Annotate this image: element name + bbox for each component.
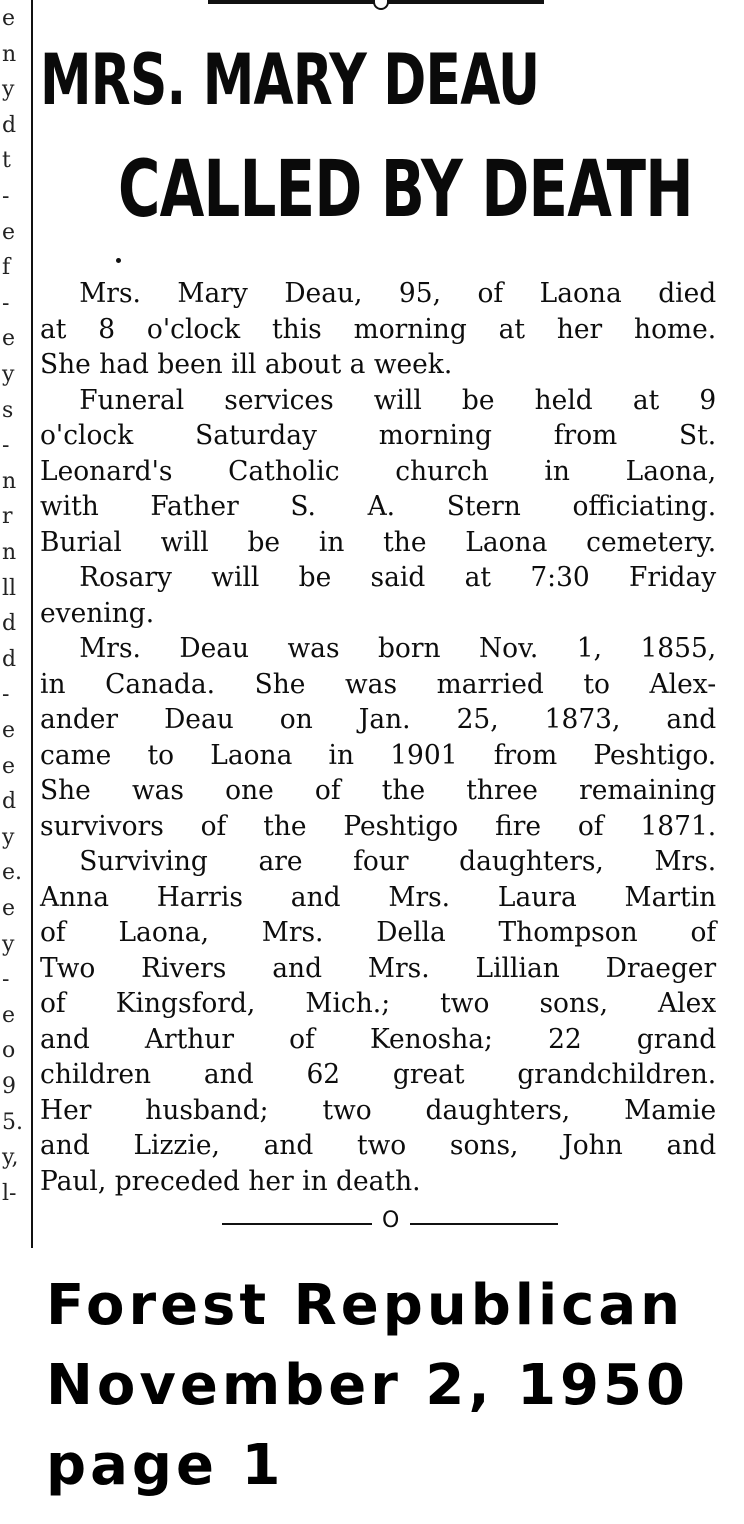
margin-fragment: e [2, 326, 16, 352]
article-line: survivors of the Peshtigo fire of 1871. [40, 810, 717, 842]
article-line: and Lizzie, and two sons, John and [40, 1130, 717, 1161]
article-line: ander Deau on Jan. 25, 1873, and [40, 704, 717, 735]
article-line: Paul, preceded her in death. [40, 1165, 421, 1197]
article-line: Mrs. Deau was born Nov. 1, 1855, [79, 633, 717, 664]
margin-fragment: r [2, 504, 13, 530]
end-rule-right [410, 1223, 558, 1225]
article-line: Leonard's Catholic church in Laona, [40, 455, 717, 487]
end-rule-left [222, 1223, 372, 1225]
margin-fragment: l- [2, 1180, 17, 1206]
article-line: Burial will be in the Laona cemetery. [40, 526, 717, 558]
margin-fragment: s [2, 397, 14, 423]
margin-fragment: e [2, 753, 16, 779]
article-line: Funeral services will be held at 9 [79, 384, 717, 416]
margin-fragment: - [2, 967, 10, 993]
article-line: of Kingsford, Mich.; two sons, Alex [40, 988, 717, 1019]
article-line: Surviving are four daughters, Mrs. [79, 846, 717, 877]
article-body [40, 276, 730, 1199]
margin-fragment: t [2, 148, 11, 174]
headline-dot [116, 258, 121, 263]
margin-fragment: d [2, 646, 17, 672]
margin-fragment: ll [2, 575, 17, 601]
margin-fragment: 9 [2, 1074, 16, 1099]
margin-fragment: y [2, 362, 15, 387]
margin-fragment: e [2, 1002, 16, 1028]
margin-fragment: y [2, 77, 15, 103]
article-line: and Arthur of Kenosha; 22 grand [40, 1023, 717, 1055]
margin-fragment: e [2, 896, 16, 921]
margin-fragment: d [2, 789, 17, 815]
margin-fragment: - [2, 290, 10, 316]
column-divider [31, 0, 33, 1248]
article-line: o'clock Saturday morning from St. [40, 420, 717, 451]
margin-fragment: d [2, 112, 17, 138]
margin-fragment: n [2, 468, 17, 494]
headline-line-2: CALLED BY DEATH [118, 145, 693, 235]
caption-date: November 2, 1950 [46, 1353, 689, 1418]
margin-fragment: f [2, 255, 11, 281]
margin-fragment: e [2, 6, 16, 31]
article-line: with Father S. A. Stern officiating. [40, 491, 717, 522]
margin-fragment: y, [2, 1145, 19, 1171]
top-rule-ornament [373, 0, 389, 10]
article-line: Her husband; two daughters, Mamie [40, 1094, 717, 1126]
margin-fragment: e [2, 219, 16, 245]
article-line: in Canada. She was married to Alex- [40, 668, 717, 700]
margin-fragment: y [2, 824, 15, 850]
margin-fragment: - [2, 433, 10, 459]
caption-page: page 1 [46, 1433, 285, 1498]
end-of-article-rule [222, 1208, 558, 1233]
margin-fragment: 5. [2, 1109, 23, 1135]
headline-line-1: MRS. MARY DEAU [40, 39, 540, 121]
article-line: Two Rivers and Mrs. Lillian Draeger [40, 952, 717, 984]
article-line: of Laona, Mrs. Della Thompson of [40, 917, 717, 948]
caption-publication: Forest Republican [46, 1273, 685, 1338]
margin-fragment: y [2, 931, 15, 957]
margin-fragment: o [2, 1038, 16, 1064]
source-caption [46, 1266, 689, 1506]
end-rule-mark: O [382, 1208, 400, 1233]
margin-fragment: d [2, 611, 17, 637]
article-line: children and 62 great grandchildren. [40, 1059, 717, 1090]
article-line: evening. [40, 597, 155, 629]
article-line: came to Laona in 1901 from Peshtigo. [40, 739, 717, 771]
margin-fragment: n [2, 41, 17, 67]
article-line: Mrs. Mary Deau, 95, of Laona died [79, 278, 717, 309]
margin-fragment: n [2, 540, 17, 565]
adjacent-column-fragments [0, 0, 24, 1250]
article-line: Anna Harris and Mrs. Laura Martin [40, 881, 717, 913]
margin-fragment: - [2, 682, 10, 708]
article-line: Rosary will be said at 7:30 Friday [79, 562, 717, 593]
margin-fragment: e [2, 718, 16, 743]
article-line: at 8 o'clock this morning at her home. [40, 313, 717, 345]
margin-fragment: - [2, 184, 10, 209]
article-line: She was one of the three remaining [40, 775, 717, 806]
article-line: She had been ill about a week. [40, 349, 453, 380]
margin-fragment: e. [2, 860, 23, 886]
